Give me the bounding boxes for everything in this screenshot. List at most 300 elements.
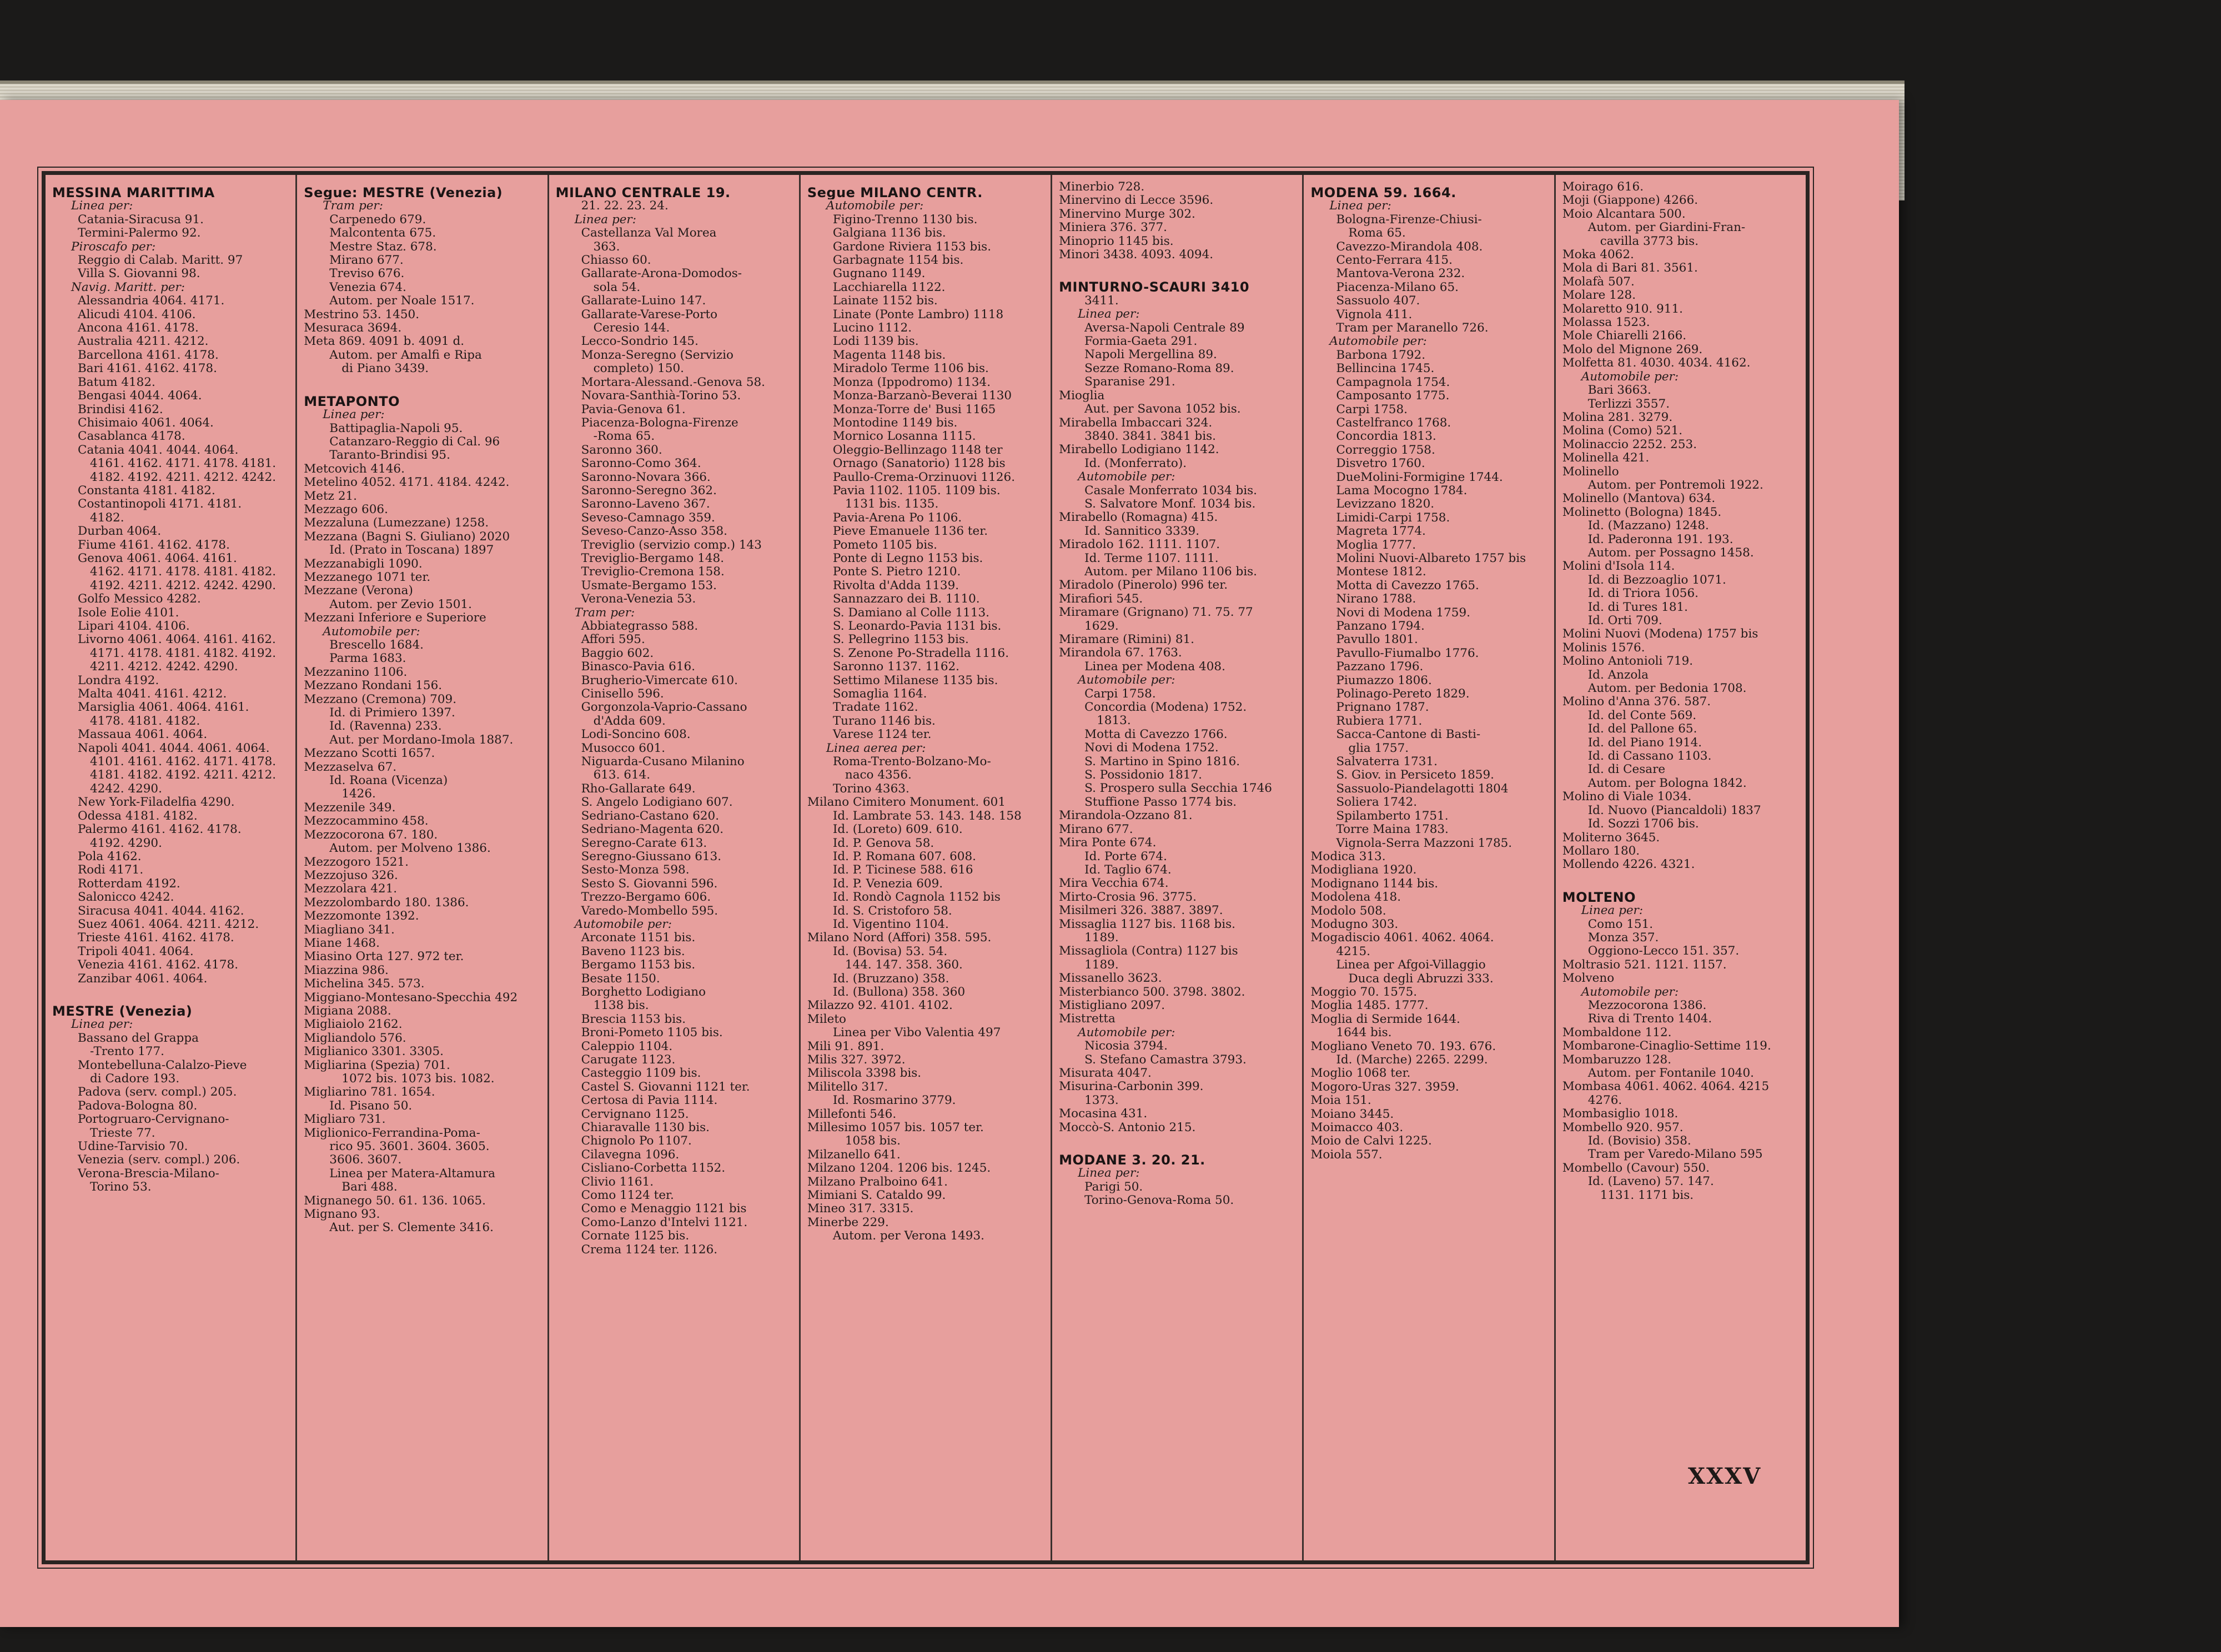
index-entry: Torino-Genova-Roma 50. [1084, 1194, 1234, 1208]
index-entry: Montese 1812. [1336, 565, 1426, 579]
section-heading: MILANO CENTRALE 19. [555, 186, 731, 200]
index-entry: Motta di Cavezzo 1766. [1084, 727, 1228, 741]
index-entry: Ceresio 144. [593, 322, 670, 335]
index-entry: Modigliana 1920. [1310, 863, 1417, 877]
index-entry: S. Angelo Lodigiano 607. [581, 796, 733, 810]
index-entry: Id. (Prato in Toscana) 1897 [329, 544, 494, 558]
index-entry: Gugnano 1149. [832, 267, 926, 281]
index-entry: Moji (Giappone) 4266. [1562, 194, 1699, 208]
index-entry: Mombasiglio 1018. [1562, 1107, 1679, 1121]
index-entry: Arconate 1151 bis. [581, 931, 696, 945]
index-entry: Settimo Milanese 1135 bis. [832, 674, 998, 687]
index-entry: 4101. 4161. 4162. 4171. 4178. [90, 755, 277, 769]
index-entry: Mirto-Crosia 96. 3775. [1059, 890, 1197, 904]
index-entry: Trieste 77. [90, 1126, 155, 1140]
index-entry: Miglionico-Ferrandina-Poma- [304, 1126, 480, 1140]
index-entry: Golfo Messico 4282. [78, 592, 201, 606]
index-entry: Clivio 1161. [581, 1175, 654, 1189]
index-entry: Saronno-Seregno 362. [581, 484, 717, 498]
index-entry: Mioglia [1059, 389, 1105, 403]
index-entry: Linea per Afgoi-Villaggio [1336, 958, 1486, 972]
index-entry: Cornate 1125 bis. [581, 1229, 690, 1243]
index-entry: Varedo-Mombello 595. [581, 904, 718, 918]
index-entry: Millefonti 546. [807, 1107, 897, 1121]
index-entry: Riva di Trento 1404. [1587, 1012, 1712, 1026]
index-entry: Durban 4064. [78, 525, 162, 539]
index-entry: 4276. [1587, 1093, 1622, 1107]
index-entry: Mombello (Cavour) 550. [1562, 1161, 1710, 1175]
index-entry: Tradate 1162. [832, 701, 918, 715]
index-entry: Mira Vecchia 674. [1059, 877, 1169, 891]
index-entry: Reggio di Calab. Maritt. 97 [78, 254, 243, 268]
index-entry: Id. P. Venezia 609. [832, 877, 943, 891]
index-entry: Bologna-Firenze-Chiusi- [1336, 213, 1482, 227]
index-entry: Autom. per Bologna 1842. [1587, 776, 1747, 790]
index-entry: Lodi-Soncino 608. [581, 728, 691, 742]
index-entry: Automobile per: [1078, 470, 1175, 484]
section-heading: METAPONTO [304, 394, 400, 409]
index-entry: Mesuraca 3694. [304, 322, 402, 335]
index-entry: Aversa-Napoli Centrale 89 [1084, 321, 1245, 335]
index-entry: Moka 4062. [1562, 248, 1634, 262]
index-entry: 4162. 4171. 4178. 4181. 4182. [90, 565, 277, 579]
index-entry: Mombaldone 112. [1562, 1026, 1672, 1040]
index-entry: Rho-Gallarate 649. [581, 782, 696, 796]
index-entry: S. Giov. in Persiceto 1859. [1336, 769, 1494, 782]
index-entry: Gallarate-Arona-Domodos- [581, 267, 742, 281]
index-entry: Moiola 557. [1310, 1148, 1383, 1162]
index-entry: Saronno-Novara 366. [581, 470, 711, 484]
index-entry: Abbiategrasso 588. [581, 620, 699, 633]
index-entry: Molafà 507. [1562, 275, 1635, 289]
index-entry: Id. (Marche) 2265. 2299. [1336, 1053, 1488, 1067]
index-entry: Monza 357. [1587, 931, 1659, 945]
index-entry: d'Adda 609. [593, 714, 666, 728]
index-entry: Moglia di Sermide 1644. [1310, 1012, 1460, 1026]
index-entry: Miniera 376. 377. [1059, 221, 1167, 235]
index-entry: Mignano 93. [304, 1208, 380, 1222]
index-entry: Pazzano 1796. [1336, 660, 1424, 674]
index-entry: Udine-Tarvisio 70. [78, 1140, 188, 1154]
index-entry: Nirano 1788. [1336, 592, 1416, 606]
index-entry: Camposanto 1775. [1336, 389, 1450, 403]
index-entry: Automobile per: [826, 199, 924, 213]
index-entry: Chiaravalle 1130 bis. [581, 1121, 710, 1135]
index-entry: Trezzo-Bergamo 606. [581, 891, 711, 905]
index-entry: Lainate 1152 bis. [832, 294, 938, 308]
index-entry: Modignano 1144 bis. [1310, 877, 1439, 891]
index-entry: di Piano 3439. [341, 362, 429, 376]
index-entry: Padova (serv. compl.) 205. [78, 1086, 237, 1099]
index-entry: Mezzomonte 1392. [304, 910, 419, 923]
index-entry: Fiume 4161. 4162. 4178. [78, 538, 230, 552]
index-entry: Migliaro 731. [304, 1113, 386, 1127]
index-column-3 [549, 175, 801, 1560]
index-entry: Mezzaselva 67. [304, 760, 397, 774]
index-entry: Concordia 1813. [1336, 430, 1436, 444]
index-entry: Mogliano Veneto 70. 193. 676. [1310, 1040, 1496, 1053]
index-entry: Rotterdam 4192. [78, 877, 180, 891]
index-entry: Molino d'Anna 376. 587. [1562, 695, 1711, 709]
index-entry: Monza (Ippodromo) 1134. [832, 375, 991, 389]
index-entry: Trieste 4161. 4162. 4178. [78, 931, 234, 945]
index-entry: Zanzibar 4061. 4064. [78, 972, 208, 986]
index-entry: Sezze Romano-Roma 89. [1084, 361, 1234, 375]
index-entry: Concordia (Modena) 1752. [1084, 701, 1247, 715]
index-entry: Misurina-Carbonin 399. [1059, 1080, 1204, 1094]
index-entry: Torino 53. [90, 1181, 152, 1194]
index-entry: Oleggio-Bellinzago 1148 ter [832, 443, 1003, 457]
index-entry: Catania-Siracusa 91. [78, 213, 204, 227]
index-entry: Alicudi 4104. 4106. [78, 308, 196, 322]
index-entry: Varese 1124 ter. [832, 728, 932, 742]
index-entry: Venezia (serv. compl.) 206. [78, 1153, 240, 1167]
index-entry: Id. (Bovisio) 358. [1587, 1134, 1691, 1148]
index-entry: Spilamberto 1751. [1336, 809, 1449, 823]
index-entry: Affori 595. [581, 633, 645, 647]
index-entry: Milis 327. 3972. [807, 1053, 906, 1067]
index-entry: Villa S. Giovanni 98. [78, 267, 200, 281]
index-entry: Nicosia 3794. [1084, 1040, 1168, 1053]
index-entry: Figino-Trenno 1130 bis. [832, 213, 978, 227]
index-entry: Batum 4182. [78, 375, 155, 389]
index-entry: Lucino 1112. [832, 322, 912, 335]
index-entry: Id. Paderonna 191. 193. [1587, 533, 1733, 546]
index-entry: Minervino di Lecce 3596. [1059, 194, 1214, 208]
index-entry: Automobile per: [1581, 370, 1679, 384]
index-entry: Michelina 345. 573. [304, 977, 425, 991]
index-entry: Novara-Santhià-Torino 53. [581, 389, 741, 403]
index-entry: glia 1757. [1348, 741, 1409, 755]
index-entry: Autom. per Amalfi e Ripa [329, 348, 482, 362]
index-entry: Montebelluna-Calalzo-Pieve [78, 1058, 247, 1072]
index-entry: Pieve Emanuele 1136 ter. [832, 525, 988, 539]
index-entry: Siracusa 4041. 4044. 4162. [78, 904, 244, 918]
index-entry: Verona-Venezia 53. [581, 592, 696, 606]
index-entry: Somaglia 1164. [832, 687, 927, 701]
index-entry: Id. (Ravenna) 233. [329, 720, 442, 734]
spacer [52, 986, 290, 999]
index-entry: 1072 bis. 1073 bis. 1082. [341, 1072, 495, 1086]
index-entry: DueMolini-Formigine 1744. [1336, 470, 1503, 484]
index-entry: 1058 bis. [845, 1134, 901, 1148]
index-entry: Mezzolara 421. [304, 882, 398, 896]
index-entry: Minerbe 229. [807, 1216, 889, 1229]
index-entry: Treviglio-Bergamo 148. [581, 551, 725, 565]
index-entry: Sacca-Cantone di Basti- [1336, 728, 1481, 742]
index-entry: Molinello [1562, 465, 1619, 479]
index-entry: Pola 4162. [78, 850, 142, 863]
index-entry: Aut. per Savona 1052 bis. [1084, 403, 1241, 416]
index-entry: Id. P. Romana 607. 608. [832, 850, 976, 863]
index-entry: Misilmeri 326. 3887. 3897. [1059, 904, 1223, 918]
index-entry: Sesto-Monza 598. [581, 863, 690, 877]
index-entry: 1644 bis. [1336, 1026, 1392, 1040]
index-column-1 [46, 175, 297, 1560]
index-entry: Aut. per S. Clemente 3416. [329, 1221, 494, 1235]
index-entry: Rivolta d'Adda 1139. [832, 579, 959, 592]
index-entry: Linea per: [71, 199, 133, 213]
index-entry: Mirano 677. [329, 254, 404, 268]
index-entry: Castelfranco 1768. [1336, 416, 1451, 430]
index-entry: Roma-Trento-Bolzano-Mo- [832, 755, 991, 769]
index-entry: Garbagnate 1154 bis. [832, 254, 964, 268]
index-entry: Moio Alcantara 500. [1562, 207, 1686, 221]
index-entry: Malcontenta 675. [329, 227, 436, 240]
index-entry: 4242. 4290. [90, 782, 162, 796]
index-entry: Automobile per: [574, 917, 672, 931]
index-entry: S. Martino in Spino 1816. [1084, 755, 1240, 769]
index-entry: Sassuolo 407. [1336, 294, 1420, 308]
index-entry: Massaua 4061. 4064. [78, 728, 208, 742]
index-entry: Milzano 1204. 1206 bis. 1245. [807, 1162, 991, 1176]
index-entry: Alessandria 4064. 4171. [78, 294, 225, 308]
index-entry: Levizzano 1820. [1336, 498, 1435, 511]
index-entry: Mezzenile 349. [304, 801, 396, 815]
index-entry: Mogoro-Uras 327. 3959. [1310, 1080, 1459, 1094]
index-column-5 [1052, 175, 1304, 1560]
index-entry: Modolena 418. [1310, 891, 1401, 905]
index-entry: Moimacco 403. [1310, 1121, 1404, 1135]
index-entry: Id. (Bruzzano) 358. [832, 972, 949, 986]
timetable-index-page [0, 100, 1899, 1627]
index-entry: Automobile per: [1329, 335, 1427, 349]
index-entry: Polinago-Pereto 1829. [1336, 687, 1470, 701]
index-entry: Novi di Modena 1759. [1336, 606, 1470, 620]
index-entry: Catania 4041. 4044. 4064. [78, 443, 239, 457]
index-entry: Linate (Ponte Lambro) 1118 [832, 308, 1004, 322]
index-entry: Id. Rondò Cagnola 1152 bis [832, 891, 1001, 905]
index-entry: Sedriano-Castano 620. [581, 809, 720, 823]
index-entry: Parigi 50. [1084, 1180, 1143, 1194]
index-entry: Moccò-S. Antonio 215. [1059, 1121, 1196, 1134]
index-entry: Id. Nuovo (Piancaldoli) 1837 [1587, 804, 1761, 817]
index-entry: Seveso-Canzo-Asso 358. [581, 525, 728, 539]
index-entry: Moglio 1068 ter. [1310, 1067, 1411, 1081]
index-entry: Suez 4061. 4064. 4211. 4212. [78, 917, 259, 931]
index-entry: Metelino 4052. 4171. 4184. 4242. [304, 476, 510, 490]
index-entry: Modolo 508. [1310, 904, 1386, 918]
index-entry: Id. Taglio 674. [1084, 863, 1172, 877]
index-entry: Mombello 920. 957. [1562, 1121, 1684, 1134]
index-entry: Piumazzo 1806. [1336, 674, 1432, 687]
index-entry: Roma 65. [1348, 227, 1406, 240]
index-entry: Miasino Orta 127. 972 ter. [304, 950, 464, 964]
index-entry: Id. Sannitico 3339. [1084, 524, 1200, 538]
index-entry: Casale Monferrato 1034 bis. [1084, 484, 1258, 498]
index-entry: Catanzaro-Reggio di Cal. 96 [329, 435, 500, 449]
index-entry: S. Damiano al Colle 1113. [832, 606, 990, 620]
index-entry: Motta di Cavezzo 1765. [1336, 579, 1479, 592]
index-entry: Mimiani S. Cataldo 99. [807, 1189, 946, 1203]
index-entry: Pavullo 1801. [1336, 633, 1418, 647]
index-entry: Sesto S. Giovanni 596. [581, 877, 718, 891]
index-table-frame [42, 171, 1810, 1564]
index-entry: Tripoli 4041. 4064. [78, 945, 194, 958]
index-entry: Linea per Matera-Altamura [329, 1167, 496, 1181]
index-entry: Miglianico 3301. 3305. [304, 1045, 444, 1059]
index-entry: Carpi 1758. [1084, 687, 1156, 701]
index-entry: Cervignano 1125. [581, 1107, 689, 1121]
index-entry: Cisliano-Corbetta 1152. [581, 1162, 726, 1176]
index-entry: Miliscola 3398 bis. [807, 1067, 922, 1081]
index-entry: Mezzogoro 1521. [304, 855, 409, 869]
index-entry: Mogadiscio 4061. 4062. 4064. [1310, 931, 1494, 945]
index-entry: Mezzago 606. [304, 503, 388, 516]
index-entry: Linea per Modena 408. [1084, 660, 1225, 674]
index-entry: Mistigliano 2097. [1059, 998, 1165, 1012]
index-entry: Palermo 4161. 4162. 4178. [78, 823, 242, 837]
index-entry: Termini-Palermo 92. [78, 227, 201, 240]
spacer [304, 376, 541, 389]
index-entry: Cento-Ferrara 415. [1336, 254, 1453, 268]
index-entry: S. Prospero sulla Secchia 1746 [1084, 782, 1272, 796]
index-entry: Monza-Barzanò-Beverai 1130 [832, 389, 1012, 403]
index-entry: Treviso 676. [329, 267, 405, 281]
index-entry: Molina 281. 3279. [1562, 410, 1673, 424]
index-entry: Mirandola-Ozzano 81. [1059, 809, 1193, 823]
index-entry: Mezzanino 1106. [304, 665, 408, 679]
index-entry: Id. di Triora 1056. [1587, 587, 1699, 601]
index-entry: Autom. per Possagno 1458. [1587, 546, 1754, 560]
index-column-7 [1556, 175, 1806, 1560]
index-entry: Autom. per Pontremoli 1922. [1587, 478, 1763, 492]
index-entry: Mocasina 431. [1059, 1107, 1148, 1121]
index-entry: Lama Mocogno 1784. [1336, 484, 1468, 498]
index-entry: Caleppio 1104. [581, 1040, 673, 1053]
index-entry: Vignola 411. [1336, 308, 1413, 322]
index-entry: Londra 4192. [78, 674, 159, 687]
index-entry: Mollendo 4226. 4321. [1562, 858, 1695, 872]
index-entry: Odessa 4181. 4182. [78, 809, 198, 823]
index-entry: Linea per: [1329, 199, 1391, 213]
index-entry: Molo del Mignone 269. [1562, 343, 1703, 356]
index-entry: Misurata 4047. [1059, 1067, 1152, 1080]
index-entry: Molinella 421. [1562, 451, 1650, 465]
index-entry: Milzanello 641. [807, 1148, 901, 1162]
index-entry: Bari 488. [341, 1181, 398, 1194]
index-entry: Milano Cimitero Monument. 601 [807, 796, 1006, 810]
index-entry: Piacenza-Bologna-Firenze [581, 416, 738, 430]
index-entry: Chisimaio 4061. 4064. [78, 416, 214, 430]
index-entry: Navig. Maritt. per: [71, 280, 185, 294]
index-entry: Autom. per Noale 1517. [329, 294, 475, 308]
index-entry: Usmate-Bergamo 153. [581, 579, 717, 592]
index-entry: Barbona 1792. [1336, 348, 1426, 362]
index-entry: Id. di Cesare [1587, 763, 1666, 777]
index-entry: Id. S. Cristoforo 58. [832, 904, 952, 918]
index-entry: S. Zenone Po-Stradella 1116. [832, 646, 1009, 660]
index-entry: Mestre Staz. 678. [329, 240, 437, 254]
index-entry: Genova 4061. 4064. 4161. [78, 551, 237, 565]
index-entry: Mezzocorona 67. 180. [304, 828, 438, 842]
index-entry: Paullo-Crema-Orzinuovi 1126. [832, 470, 1016, 484]
index-entry: Mezzane (Verona) [304, 584, 413, 598]
index-entry: Lecco-Sondrio 145. [581, 335, 699, 349]
index-entry: S. Salvatore Monf. 1034 bis. [1084, 497, 1256, 511]
index-entry: Tram per: [323, 199, 383, 213]
index-entry: Id. di Tures 181. [1587, 600, 1689, 614]
index-entry: Tram per: [574, 606, 635, 620]
index-entry: Verona-Brescia-Milano- [78, 1167, 219, 1181]
index-entry: Magreta 1774. [1336, 525, 1426, 539]
index-entry: 1131 bis. 1135. [845, 498, 939, 511]
index-entry: Piroscafo per: [71, 240, 156, 254]
index-entry: Bellincina 1745. [1336, 362, 1435, 376]
index-entry: Sannazzaro dei B. 1110. [832, 592, 980, 606]
index-entry: Miramare (Grignano) 71. 75. 77 [1059, 606, 1253, 620]
index-entry: Aut. per Mordano-Imola 1887. [329, 733, 514, 747]
index-entry: completo) 150. [593, 362, 684, 376]
index-entry: 21. 22. 23. 24. [581, 199, 669, 213]
index-entry: Ponte S. Pietro 1210. [832, 565, 961, 579]
index-entry: Linea per Vibo Valentia 497 [832, 1026, 1001, 1040]
index-entry: Linea per: [1078, 308, 1140, 322]
index-entry: Mira Ponte 674. [1059, 836, 1157, 850]
index-entry: Mola di Bari 81. 3561. [1562, 262, 1698, 275]
index-entry: Linea per: [1581, 904, 1644, 918]
index-entry: 1813. [1097, 714, 1131, 728]
index-entry: Sedriano-Magenta 620. [581, 823, 724, 837]
index-entry: Casteggio 1109 bis. [581, 1067, 701, 1081]
page-number: XXXV [1688, 1463, 1762, 1489]
index-entry: Seregno-Carate 613. [581, 836, 707, 850]
index-entry: Id. (Mazzano) 1248. [1587, 519, 1709, 533]
index-entry: Magenta 1148 bis. [832, 348, 946, 362]
index-entry: Chiasso 60. [581, 254, 651, 268]
index-entry: Soliera 1742. [1336, 796, 1418, 810]
index-entry: 4161. 4162. 4171. 4178. 4181. [90, 457, 277, 471]
index-entry: Pavia 1102. 1105. 1109 bis. [832, 484, 1001, 498]
index-column-2 [297, 175, 549, 1560]
index-entry: Mezzocammino 458. [304, 815, 429, 828]
index-entry: Bari 3663. [1587, 384, 1651, 398]
index-entry: Autom. per Verona 1493. [832, 1229, 985, 1243]
index-entry: Mortara-Alessand.-Genova 58. [581, 375, 766, 389]
index-entry: Torino 4363. [832, 782, 909, 796]
index-entry: Migliarino 781. 1654. [304, 1086, 435, 1099]
index-entry: Metcovich 4146. [304, 462, 405, 476]
index-entry: Minori 3438. 4093. 4094. [1059, 248, 1214, 262]
index-entry: Bassano del Grappa [78, 1031, 199, 1045]
index-entry: New York-Filadelfia 4290. [78, 796, 235, 810]
index-entry: Molinello (Mantova) 634. [1562, 492, 1716, 506]
index-entry: 613. 614. [593, 769, 651, 782]
index-entry: Linea per: [71, 1018, 133, 1032]
index-entry: Cavezzo-Mirandola 408. [1336, 240, 1483, 254]
section-heading: MODENA 59. 1664. [1310, 186, 1456, 200]
section-heading: MOLTENO [1562, 890, 1636, 905]
index-entry: Id. P. Ticinese 588. 616 [832, 863, 973, 877]
index-entry: Lacchiarella 1122. [832, 280, 946, 294]
index-column-4 [801, 175, 1052, 1560]
index-entry: Mezzano Rondani 156. [304, 679, 443, 693]
index-entry: Automobile per: [1078, 1026, 1175, 1040]
index-entry: Linea per: [1078, 1167, 1140, 1181]
index-entry: Carugate 1123. [581, 1053, 676, 1067]
index-entry: Migliaiolo 2162. [304, 1018, 403, 1032]
index-entry: Piacenza-Milano 65. [1336, 280, 1459, 294]
index-entry: Autom. per Milano 1106 bis. [1084, 565, 1258, 579]
index-entry: Gardone Riviera 1153 bis. [832, 240, 992, 254]
index-entry: Id. Lambrate 53. 143. 148. 158 [832, 809, 1022, 823]
index-entry: Isole Eolie 4101. [78, 606, 179, 620]
section-heading: MESSINA MARITTIMA [52, 186, 215, 200]
index-entry: Taranto-Brindisi 95. [329, 449, 450, 463]
index-entry: Id. del Pallone 65. [1587, 722, 1697, 736]
index-entry: Parma 1683. [329, 652, 406, 666]
index-entry: Vignola-Serra Mazzoni 1785. [1336, 836, 1513, 850]
